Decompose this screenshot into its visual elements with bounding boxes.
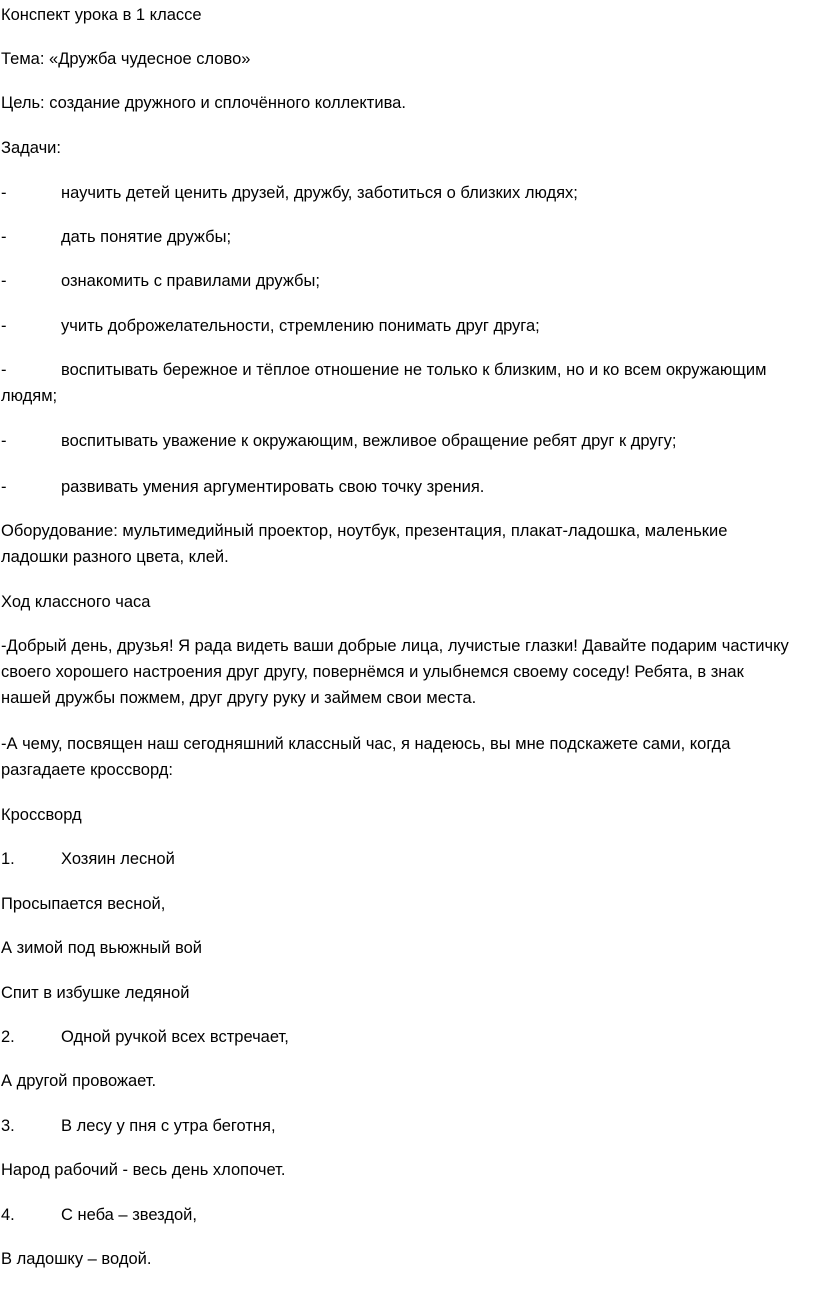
- riddle-number: 2.: [1, 1028, 15, 1046]
- task-text: учить доброжелательности, стремлению понимать друг друга;: [61, 317, 540, 335]
- task-marker: -: [1, 184, 7, 202]
- intro-question-paragraph: -А чему, посвящен наш сегодняшний классный час, я надеюсь, вы мне подскажете сами, когда разгадаете кроссворд:: [1, 735, 731, 779]
- task-text: дать понятие дружбы;: [61, 228, 232, 246]
- task-text: ознакомить с правилами дружбы;: [61, 272, 320, 290]
- riddle-line: А зимой под вьюжный вой: [1, 939, 202, 957]
- tasks-heading: Задачи:: [1, 139, 61, 157]
- lesson-topic: Тема: «Дружба чудесное слово»: [1, 50, 251, 68]
- task-text: воспитывать бережное и тёплое отношение не только к близким, но и ко всем окружающим людям;: [1, 361, 767, 405]
- task-marker: -: [1, 478, 7, 496]
- task-marker: -: [1, 432, 7, 450]
- riddle-first-line: Одной ручкой всех встречает,: [61, 1028, 289, 1046]
- riddle-line: А другой провожает.: [1, 1072, 157, 1090]
- riddle-number: 1.: [1, 850, 15, 868]
- crossword-heading: Кроссворд: [1, 806, 82, 824]
- riddle-line: В ладошку – водой.: [1, 1250, 152, 1268]
- course-heading: Ход классного часа: [1, 593, 151, 611]
- greeting-paragraph: -Добрый день, друзья! Я рада видеть ваши добрые лица, лучистые глазки! Давайте подарим частичку своего хорошего настроения друг другу, повернёмся и улыбнемся своему соседу! Ребята, в знак нашей дружбы пожмем, друг другу руку и займем свои места.: [1, 637, 789, 707]
- riddle-number: 4.: [1, 1206, 15, 1224]
- riddle-line: Народ рабочий - весь день хлопочет.: [1, 1161, 286, 1179]
- task-marker: -: [1, 272, 7, 290]
- task-marker: -: [1, 317, 7, 335]
- task-marker: -: [1, 228, 7, 246]
- task-text: развивать умения аргументировать свою точку зрения.: [61, 478, 485, 496]
- riddle-first-line: Хозяин лесной: [61, 850, 175, 868]
- task-item: [1, 357, 791, 409]
- equipment-paragraph: Оборудование: мультимедийный проектор, ноутбук, презентация, плакат-ладошка, маленькие ладошки разного цвета, клей.: [1, 522, 728, 566]
- riddle-first-line: С неба – звездой,: [61, 1206, 197, 1224]
- task-marker: -: [1, 361, 7, 379]
- document-header: Конспект урока в 1 классе: [1, 6, 202, 24]
- riddle-line: Просыпается весной,: [1, 895, 166, 913]
- riddle-first-line: В лесу у пня с утра беготня,: [61, 1117, 276, 1135]
- task-text: воспитывать уважение к окружающим, вежливое обращение ребят друг к другу;: [61, 432, 677, 450]
- task-text: научить детей ценить друзей, дружбу, заботиться о близких людях;: [61, 184, 578, 202]
- riddle-number: 3.: [1, 1117, 15, 1135]
- lesson-goal: Цель: создание дружного и сплочённого коллектива.: [1, 94, 406, 112]
- riddle-line: Спит в избушке ледяной: [1, 984, 190, 1002]
